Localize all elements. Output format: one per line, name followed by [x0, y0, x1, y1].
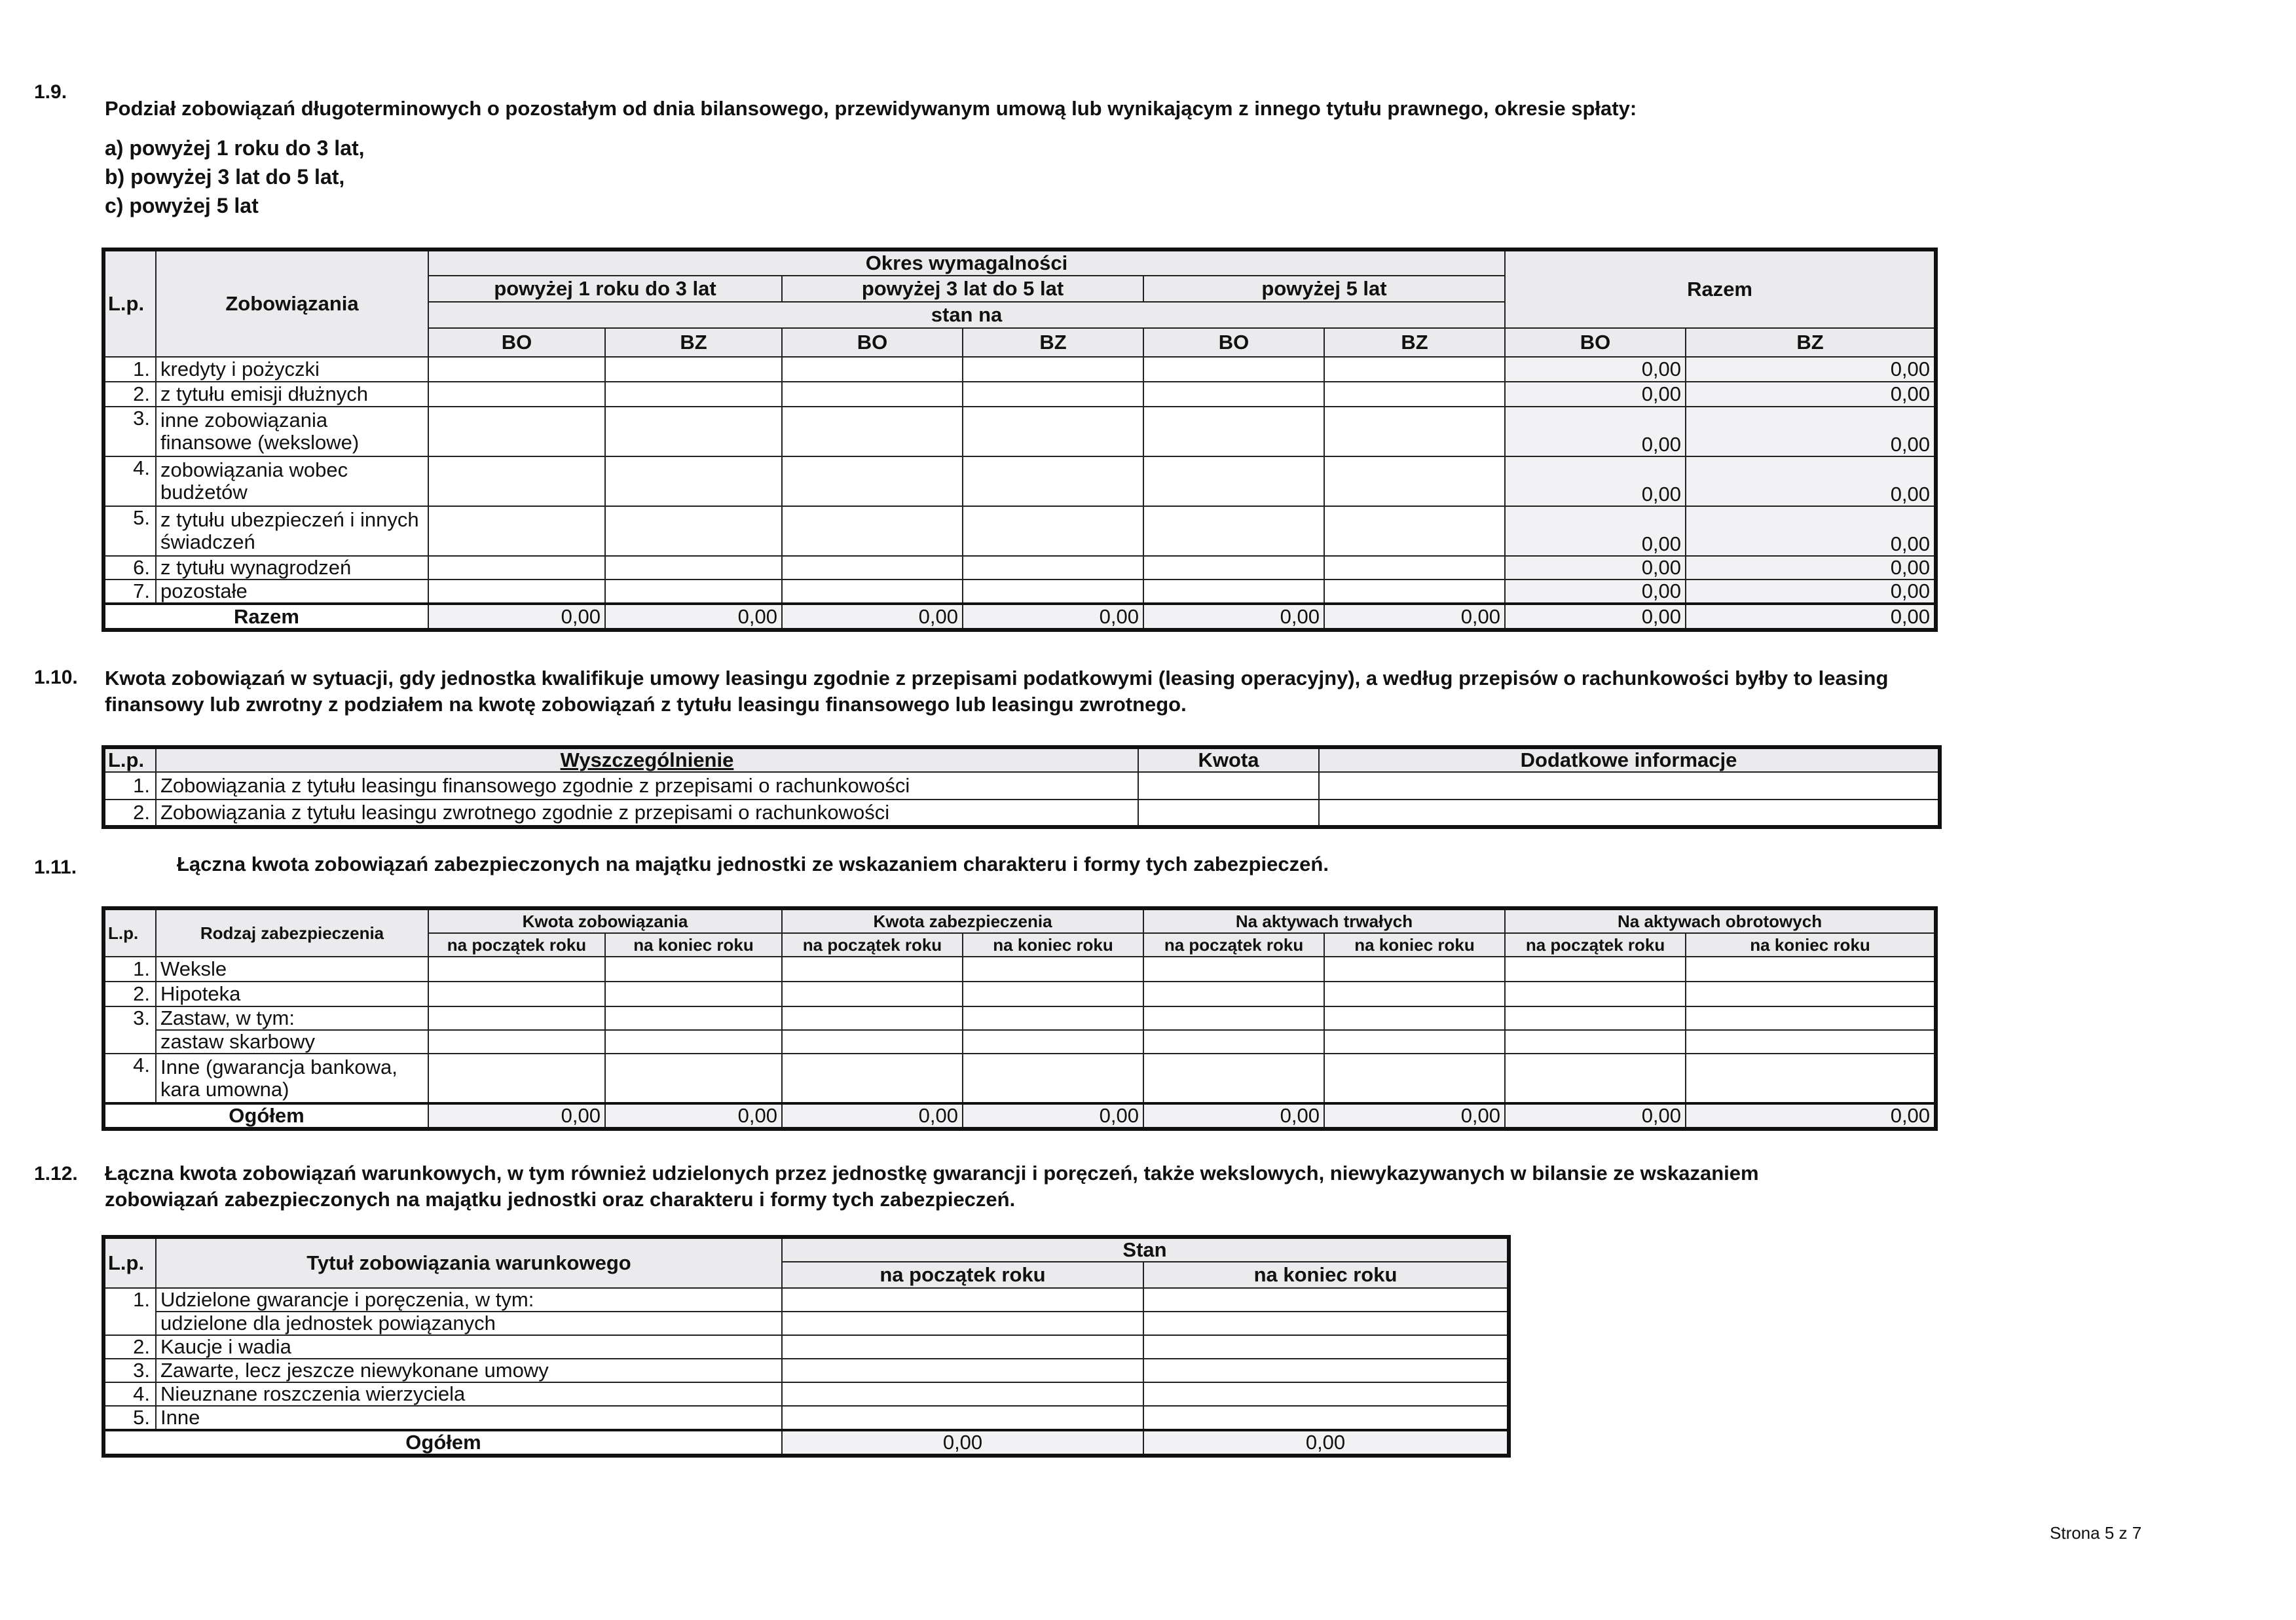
cell	[605, 506, 782, 556]
col-group-fixed-assets: Na aktywach trwałych	[1143, 908, 1505, 933]
row-label: Weksle	[156, 957, 428, 982]
section-title-1-11: Łączna kwota zobowiązań zabezpieczonych na majątku jednostki ze wskazaniem charakteru i formy tych zabezpieczeń.	[177, 853, 1329, 875]
cell	[963, 407, 1143, 456]
col-header-start: na początek roku	[782, 1262, 1143, 1288]
cell	[1324, 580, 1505, 604]
row-lp: 1.	[103, 1288, 156, 1335]
table-row	[103, 1406, 1509, 1430]
total-row	[103, 1430, 1509, 1456]
row-lp: 2.	[103, 1335, 156, 1359]
col-group-security: Kwota zabezpieczenia	[782, 908, 1143, 933]
row-label: zastaw skarbowy	[156, 1030, 428, 1054]
total-cell: 0,00	[1505, 1103, 1686, 1129]
period-list	[105, 134, 365, 220]
col-header-lp: L.p.	[103, 908, 156, 957]
row-label: Zobowiązania z tytułu leasingu zwrotnego zgodnie z przepisami o rachunkowości	[156, 800, 1138, 827]
cell	[963, 506, 1143, 556]
col-header-amount: Kwota	[1138, 747, 1319, 772]
row-lp: 4.	[103, 456, 156, 506]
cell	[428, 556, 605, 580]
col-header-bo: BO	[1143, 328, 1324, 357]
cell	[428, 407, 605, 456]
row-total-bo: 0,00	[1505, 407, 1686, 456]
table-row	[103, 1288, 1509, 1312]
total-cell: 0,00	[428, 1103, 605, 1129]
row-total-bo: 0,00	[1505, 556, 1686, 580]
col-header-end: na koniec roku	[1324, 933, 1505, 957]
table-row	[103, 456, 1936, 506]
section-title-1-10	[105, 665, 1888, 718]
cell	[428, 357, 605, 382]
section-number-1-11: 1.11.	[34, 856, 77, 878]
cell	[605, 580, 782, 604]
row-label: Udzielone gwarancje i poręczenia, w tym:	[156, 1288, 782, 1312]
col-header-bz: BZ	[1324, 328, 1505, 357]
row-total-bo: 0,00	[1505, 506, 1686, 556]
cell	[605, 556, 782, 580]
table-row	[103, 1382, 1509, 1406]
row-label: z tytułu emisji dłużnych	[156, 382, 428, 407]
table-row	[103, 506, 1936, 556]
table-row	[103, 1335, 1509, 1359]
cell	[1143, 382, 1324, 407]
row-lp: 4.	[103, 1382, 156, 1406]
row-lp: 2.	[103, 382, 156, 407]
col-header-end: na koniec roku	[1686, 933, 1936, 957]
cell	[1324, 357, 1505, 382]
col-header-item: Rodzaj zabezpieczenia	[156, 908, 428, 957]
col-header-lp: L.p.	[103, 1237, 156, 1288]
row-total-bz: 0,00	[1686, 382, 1936, 407]
col-header-lp: L.p.	[103, 747, 156, 772]
cell	[963, 357, 1143, 382]
cell	[428, 580, 605, 604]
col-group-liability: Kwota zobowiązania	[428, 908, 782, 933]
cell	[782, 580, 963, 604]
cell	[428, 456, 605, 506]
cell	[782, 357, 963, 382]
row-lp: 7.	[103, 580, 156, 604]
row-lp: 3.	[103, 407, 156, 456]
row-lp: 1.	[103, 357, 156, 382]
total-cell: 0,00	[963, 1103, 1143, 1129]
row-lp: 4.	[103, 1054, 156, 1103]
row-total-bz: 0,00	[1686, 357, 1936, 382]
col-header-start: na początek roku	[1505, 933, 1686, 957]
cell	[605, 407, 782, 456]
section-title-1-9: Podział zobowiązań długoterminowych o pozostałym od dnia bilansowego, przewidywanym umową lub wynikającym z innego tytułu prawnego, okresie spłaty:	[105, 97, 1637, 120]
cell	[428, 506, 605, 556]
row-total-bz: 0,00	[1686, 580, 1936, 604]
row-total-bz: 0,00	[1686, 556, 1936, 580]
title-line: finansowy lub zwrotny z podziałem na kwotę zobowiązań z tytułu leasingu finansowego lub leasingu zwrotnego.	[105, 693, 1187, 716]
total-label: Ogółem	[103, 1103, 428, 1129]
total-cell: 0,00	[428, 604, 605, 630]
row-lp: 5.	[103, 1406, 156, 1430]
row-lp: 1.	[103, 772, 156, 800]
table-row	[103, 1030, 1936, 1054]
row-amount	[1138, 800, 1319, 827]
total-cell: 0,00	[782, 1430, 1143, 1456]
cell	[782, 407, 963, 456]
col-header-bo: BO	[1505, 328, 1686, 357]
cell	[1324, 407, 1505, 456]
table-row	[103, 772, 1940, 800]
total-cell: 0,00	[1324, 604, 1505, 630]
table-row	[103, 580, 1936, 604]
cell	[963, 556, 1143, 580]
cell	[1324, 382, 1505, 407]
total-cell: 0,00	[1505, 604, 1686, 630]
table-row	[103, 982, 1936, 1006]
title-line: zobowiązań zabezpieczonych na majątku jednostki oraz charakteru i formy tych zabezpieczeń.	[105, 1188, 1016, 1211]
page-number: Strona 5 z 7	[2050, 1523, 2142, 1543]
cell	[782, 382, 963, 407]
cell	[605, 382, 782, 407]
total-cell: 0,00	[1324, 1103, 1505, 1129]
total-cell: 0,00	[605, 1103, 782, 1129]
col-header-bz: BZ	[963, 328, 1143, 357]
total-cell: 0,00	[1686, 604, 1936, 630]
table-row	[103, 556, 1936, 580]
total-cell: 0,00	[1686, 1103, 1936, 1129]
cell	[1324, 456, 1505, 506]
leasing-table	[102, 745, 1942, 829]
col-header-item: Zobowiązania	[156, 249, 428, 357]
section-number-1-9: 1.9.	[34, 81, 67, 103]
row-label: pozostałe	[156, 580, 428, 604]
col-header-end: na koniec roku	[605, 933, 782, 957]
cell	[1143, 407, 1324, 456]
total-cell: 0,00	[1143, 604, 1324, 630]
row-amount	[1138, 772, 1319, 800]
cell	[782, 556, 963, 580]
col-header-lp: L.p.	[103, 249, 156, 357]
table-row	[103, 1054, 1936, 1103]
row-label: zobowiązania wobec budżetów	[156, 456, 428, 506]
row-lp: 3.	[103, 1359, 156, 1382]
col-header-5plus: powyżej 5 lat	[1143, 276, 1505, 302]
table-row	[103, 407, 1936, 456]
col-header-period: Okres wymagalności	[428, 249, 1505, 276]
row-total-bo: 0,00	[1505, 357, 1686, 382]
row-label: Inne (gwarancja bankowa, kara umowna)	[156, 1054, 428, 1103]
cell	[1324, 556, 1505, 580]
title-line: Łączna kwota zobowiązań warunkowych, w tym również udzielonych przez jednostkę gwarancji i poręczeń, także wekslowych, niewykazywanych w bilansie ze wskazaniem	[105, 1162, 1759, 1185]
col-header-state: stan na	[428, 302, 1505, 328]
table-row	[103, 957, 1936, 982]
cell	[1143, 580, 1324, 604]
col-header-start: na początek roku	[1143, 933, 1324, 957]
row-label: inne zobowiązania finansowe (wekslowe)	[156, 407, 428, 456]
col-header-bz: BZ	[605, 328, 782, 357]
total-label: Razem	[103, 604, 428, 630]
table-row	[103, 800, 1940, 827]
table-row	[103, 1312, 1509, 1335]
row-lp: 5.	[103, 506, 156, 556]
total-cell: 0,00	[963, 604, 1143, 630]
total-cell: 0,00	[1143, 1103, 1324, 1129]
total-cell: 0,00	[782, 1103, 963, 1129]
total-cell: 0,00	[605, 604, 782, 630]
col-header-start: na początek roku	[782, 933, 963, 957]
col-header-bo: BO	[428, 328, 605, 357]
cell	[782, 506, 963, 556]
row-total-bo: 0,00	[1505, 456, 1686, 506]
row-label: Zastaw, w tym:	[156, 1006, 428, 1030]
row-total-bo: 0,00	[1505, 580, 1686, 604]
table-row	[103, 1006, 1936, 1030]
row-label: Nieuznane roszczenia wierzyciela	[156, 1382, 782, 1406]
table-row	[103, 357, 1936, 382]
row-total-bz: 0,00	[1686, 506, 1936, 556]
list-item: c) powyżej 5 lat	[105, 194, 259, 217]
row-lp: 2.	[103, 800, 156, 827]
col-header-start: na początek roku	[428, 933, 605, 957]
cell	[1143, 357, 1324, 382]
col-header-bz: BZ	[1686, 328, 1936, 357]
col-header-end: na koniec roku	[963, 933, 1143, 957]
row-lp: 6.	[103, 556, 156, 580]
total-cell: 0,00	[1143, 1430, 1509, 1456]
total-label: Ogółem	[103, 1430, 782, 1456]
cell	[1143, 556, 1324, 580]
row-info	[1319, 800, 1940, 827]
row-label: Inne	[156, 1406, 782, 1430]
cell	[1143, 456, 1324, 506]
col-group-current-assets: Na aktywach obrotowych	[1505, 908, 1936, 933]
section-title-1-12	[105, 1160, 1759, 1213]
total-cell: 0,00	[782, 604, 963, 630]
long-term-liabilities-table	[102, 248, 1938, 632]
row-total-bo: 0,00	[1505, 382, 1686, 407]
row-lp: 1.	[103, 957, 156, 982]
section-number-1-10: 1.10.	[34, 667, 78, 688]
row-label: z tytułu wynagrodzeń	[156, 556, 428, 580]
col-header-info: Dodatkowe informacje	[1319, 747, 1940, 772]
cell	[963, 456, 1143, 506]
col-header-item: Tytuł zobowiązania warunkowego	[156, 1237, 782, 1288]
row-label: Zobowiązania z tytułu leasingu finansowego zgodnie z przepisami o rachunkowości	[156, 772, 1138, 800]
row-label: z tytułu ubezpieczeń i innych świadczeń	[156, 506, 428, 556]
row-lp: 2.	[103, 982, 156, 1006]
col-header-3-5: powyżej 3 lat do 5 lat	[782, 276, 1143, 302]
secured-liabilities-table	[102, 906, 1938, 1131]
cell	[1143, 506, 1324, 556]
row-label: Zawarte, lecz jeszcze niewykonane umowy	[156, 1359, 782, 1382]
col-header-1-3: powyżej 1 roku do 3 lat	[428, 276, 782, 302]
table-row	[103, 382, 1936, 407]
cell	[1324, 506, 1505, 556]
row-label: Kaucje i wadia	[156, 1335, 782, 1359]
col-header-total: Razem	[1505, 249, 1936, 328]
list-item: a) powyżej 1 roku do 3 lat,	[105, 136, 365, 160]
col-header-state: Stan	[782, 1237, 1509, 1262]
cell	[605, 357, 782, 382]
row-lp: 3.	[103, 1006, 156, 1054]
cell	[428, 382, 605, 407]
list-item: b) powyżej 3 lat do 5 lat,	[105, 165, 345, 189]
col-header-end: na koniec roku	[1143, 1262, 1509, 1288]
contingent-liabilities-table	[102, 1235, 1511, 1458]
total-row	[103, 604, 1936, 630]
row-total-bz: 0,00	[1686, 456, 1936, 506]
title-line: Kwota zobowiązań w sytuacji, gdy jednostka kwalifikuje umowy leasingu zgodnie z przepisami podatkowymi (leasing operacyjny), a według przepisów o rachunkowości byłby to leasing	[105, 667, 1889, 690]
cell	[963, 382, 1143, 407]
col-header-item: Wyszczególnienie	[156, 747, 1138, 772]
row-total-bz: 0,00	[1686, 407, 1936, 456]
row-info	[1319, 772, 1940, 800]
col-header-bo: BO	[782, 328, 963, 357]
total-row	[103, 1103, 1936, 1129]
cell	[782, 456, 963, 506]
table-row	[103, 1359, 1509, 1382]
row-label: Hipoteka	[156, 982, 428, 1006]
row-label: kredyty i pożyczki	[156, 357, 428, 382]
cell	[963, 580, 1143, 604]
section-number-1-12: 1.12.	[34, 1163, 78, 1185]
row-label: udzielone dla jednostek powiązanych	[156, 1312, 782, 1335]
cell	[605, 456, 782, 506]
